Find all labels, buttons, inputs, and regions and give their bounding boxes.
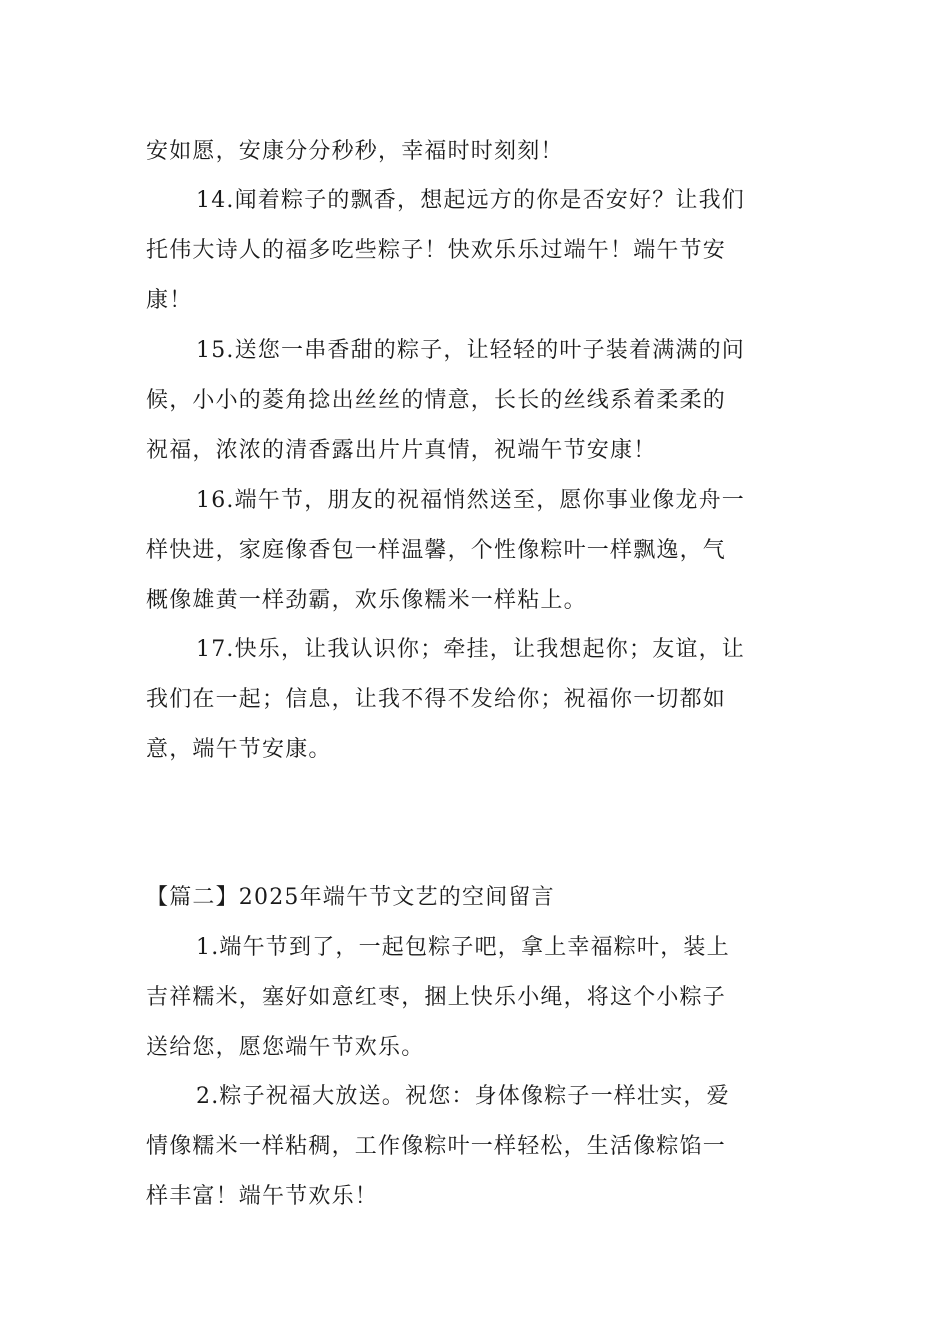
item-1-line-3: 送给您，愿您端午节欢乐。 bbox=[146, 1035, 425, 1060]
item-16-line-3: 概像雄黄一样劲霸，欢乐像糯米一样粘上。 bbox=[146, 588, 587, 613]
item-2-line-2: 情像糯米一样粘稠，工作像粽叶一样轻松，生活像粽馅一 bbox=[146, 1134, 727, 1159]
item-16-line-2: 样快进，家庭像香包一样温馨，个性像粽叶一样飘逸，气 bbox=[146, 538, 727, 563]
item-16-line-1: 16.端午节，朋友的祝福悄然送至，愿你事业像龙舟一 bbox=[196, 488, 745, 513]
item-17-line-3: 意，端午节安康。 bbox=[146, 737, 332, 762]
item-15-line-2: 候，小小的菱角捻出丝丝的情意，长长的丝线系着柔柔的 bbox=[146, 388, 727, 413]
item-15-line-3: 祝福，浓浓的清香露出片片真情，祝端午节安康！ bbox=[146, 438, 657, 463]
item-14-line-1: 14.闻着粽子的飘香，想起远方的你是否安好？让我们 bbox=[196, 188, 745, 213]
item-2-line-3: 样丰富！端午节欢乐！ bbox=[146, 1184, 379, 1209]
item-2-line-1: 2.粽子祝福大放送。祝您：身体像粽子一样壮实，爱 bbox=[196, 1084, 730, 1109]
item-14-line-3: 康！ bbox=[146, 288, 193, 313]
paragraph-13-tail: 安如愿，安康分分秒秒，幸福时时刻刻！ bbox=[146, 139, 564, 164]
item-17-line-1: 17.快乐，让我认识你；牵挂，让我想起你；友谊，让 bbox=[196, 637, 745, 662]
item-1-line-2: 吉祥糯米，塞好如意红枣，捆上快乐小绳，将这个小粽子 bbox=[146, 985, 727, 1010]
item-15-line-1: 15.送您一串香甜的粽子，让轻轻的叶子装着满满的问 bbox=[196, 338, 745, 363]
item-1-line-1: 1.端午节到了，一起包粽子吧，拿上幸福粽叶，装上 bbox=[196, 935, 730, 960]
item-17-line-2: 我们在一起；信息，让我不得不发给你；祝福你一切都如 bbox=[146, 687, 727, 712]
item-14-line-2: 托伟大诗人的福多吃些粽子！快欢乐乐过端午！端午节安 bbox=[146, 238, 727, 263]
section-title: 【篇二】2025年端午节文艺的空间留言 bbox=[146, 885, 555, 910]
